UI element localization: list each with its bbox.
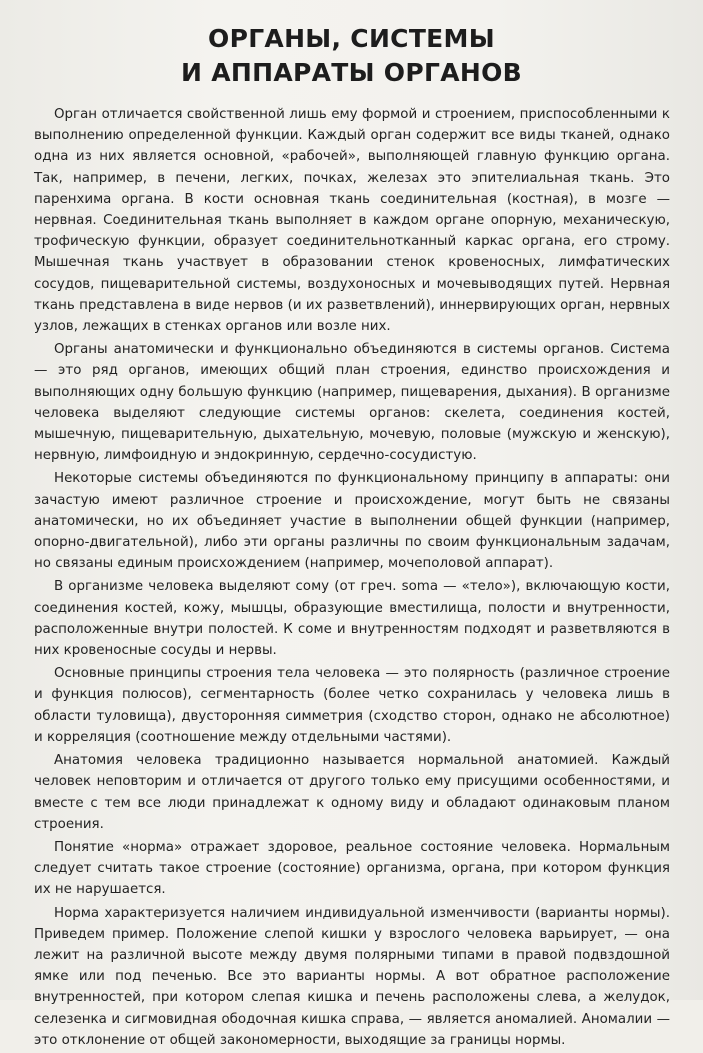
paragraph-norm-concept: Понятие «норма» отражает здоровое, реальное состояние человека. Нормальным следует считать такое строение (состояние) организма, органа, при котором функция их не нарушается.	[34, 839, 670, 898]
title-line-1: ОРГАНЫ, СИСТЕМЫ	[208, 24, 495, 53]
paragraph-apparatus: Некоторые системы объединяются по функциональному принципу в аппараты: они зачастую имеют различное строение и происхождение, могут быть не связаны анатомически, но их объединяет участие в выполнении общей функции (например, опорно-двигательной), либо эти органы различны по своим функциональным задачам, но связаны единым происхождением (например, мочеполовой аппарат).	[34, 471, 670, 572]
paragraph-normal-anatomy: Анатомия человека традиционно называется нормальной анатомией. Каждый человек неповторим и отличается от другого только ему присущими особенностями, и вместе с тем все люди принадлежат к одному виду и обладают одинаковым планом строения.	[34, 753, 670, 832]
paragraph-organ-systems: Органы анатомически и функционально объединяются в системы органов. Система — это ряд органов, имеющих общий план строения, единство происхождения и выполняющих одну большую функцию (например, пищеварения, дыхания). В организме человека выделяют следующие системы органов: скелета, соединения костей, мышечную, пищеварительную, дыхательную, мочевую, половые (мужскую и женскую), нервную, лимфоидную и эндокринную, сердечно-сосудистую.	[34, 342, 670, 464]
paragraph-variability: Норма характеризуется наличием индивидуальной изменчивости (варианты нормы). Приведем пример. Положение слепой кишки у взрослого человека варьирует, — она лежит на различной высоте между двумя полярными типами в правой подвздошной ямке или под печенью. Все это варианты нормы. А вот обратное расположение внутренностей, при котором слепая кишка и печень расположены слева, а желудок, селезенка и сигмовидная ободочная кишка справа, — является аномалией. Аномалии — это отклонение от общей закономерности, выходящие за границы нормы.	[34, 905, 670, 1048]
title-line-2: И АППАРАТЫ ОРГАНОВ	[181, 58, 522, 87]
paragraph-principles: Основные принципы строения тела человека — это полярность (различное строение и функция полюсов), сегментарность (более четко сохранилась у человека лишь в области туловища), двусторонняя симметрия (сходство сторон, однако не абсолютное) и корреляция (соотношение между отдельными частями).	[34, 666, 670, 745]
paragraph-soma: В организме человека выделяют сому (от греч. soma — «тело»), включающую кости, соединения костей, кожу, мышцы, образующие вместилища, полости и внутренности, расположенные внутри полостей. К соме и внутренностям подходят и разветвляются в них кровеносные сосуды и нервы.	[34, 579, 670, 659]
body-text	[34, 104, 670, 1053]
paragraph-organ: Орган отличается свойственной лишь ему формой и строением, приспособленными к выполнению определенной функции. Каждый орган содержит все виды тканей, однако одна из них является основной, «рабочей», выполняющей главную функцию органа. Так, например, в печени, легких, почках, железах это эпителиальная ткань. Это паренхима органа. В кости основная ткань соединительная (костная), в мозге — нервная. Соединительная ткань выполняет в каждом органе опорную, механическую, трофическую функции, образует соединительнотканный каркас органа, его строму. Мышечная ткань участвует в образовании стенок кровеносных, лимфатических сосудов, пищеварительной системы, воздухоносных и мочевыводящих путей. Нервная ткань представлена в виде нервов (и их разветвлений), иннервирующих орган, нервных узлов, лежащих в стенках органов или возле них.	[34, 107, 670, 335]
page-title	[0, 22, 703, 90]
